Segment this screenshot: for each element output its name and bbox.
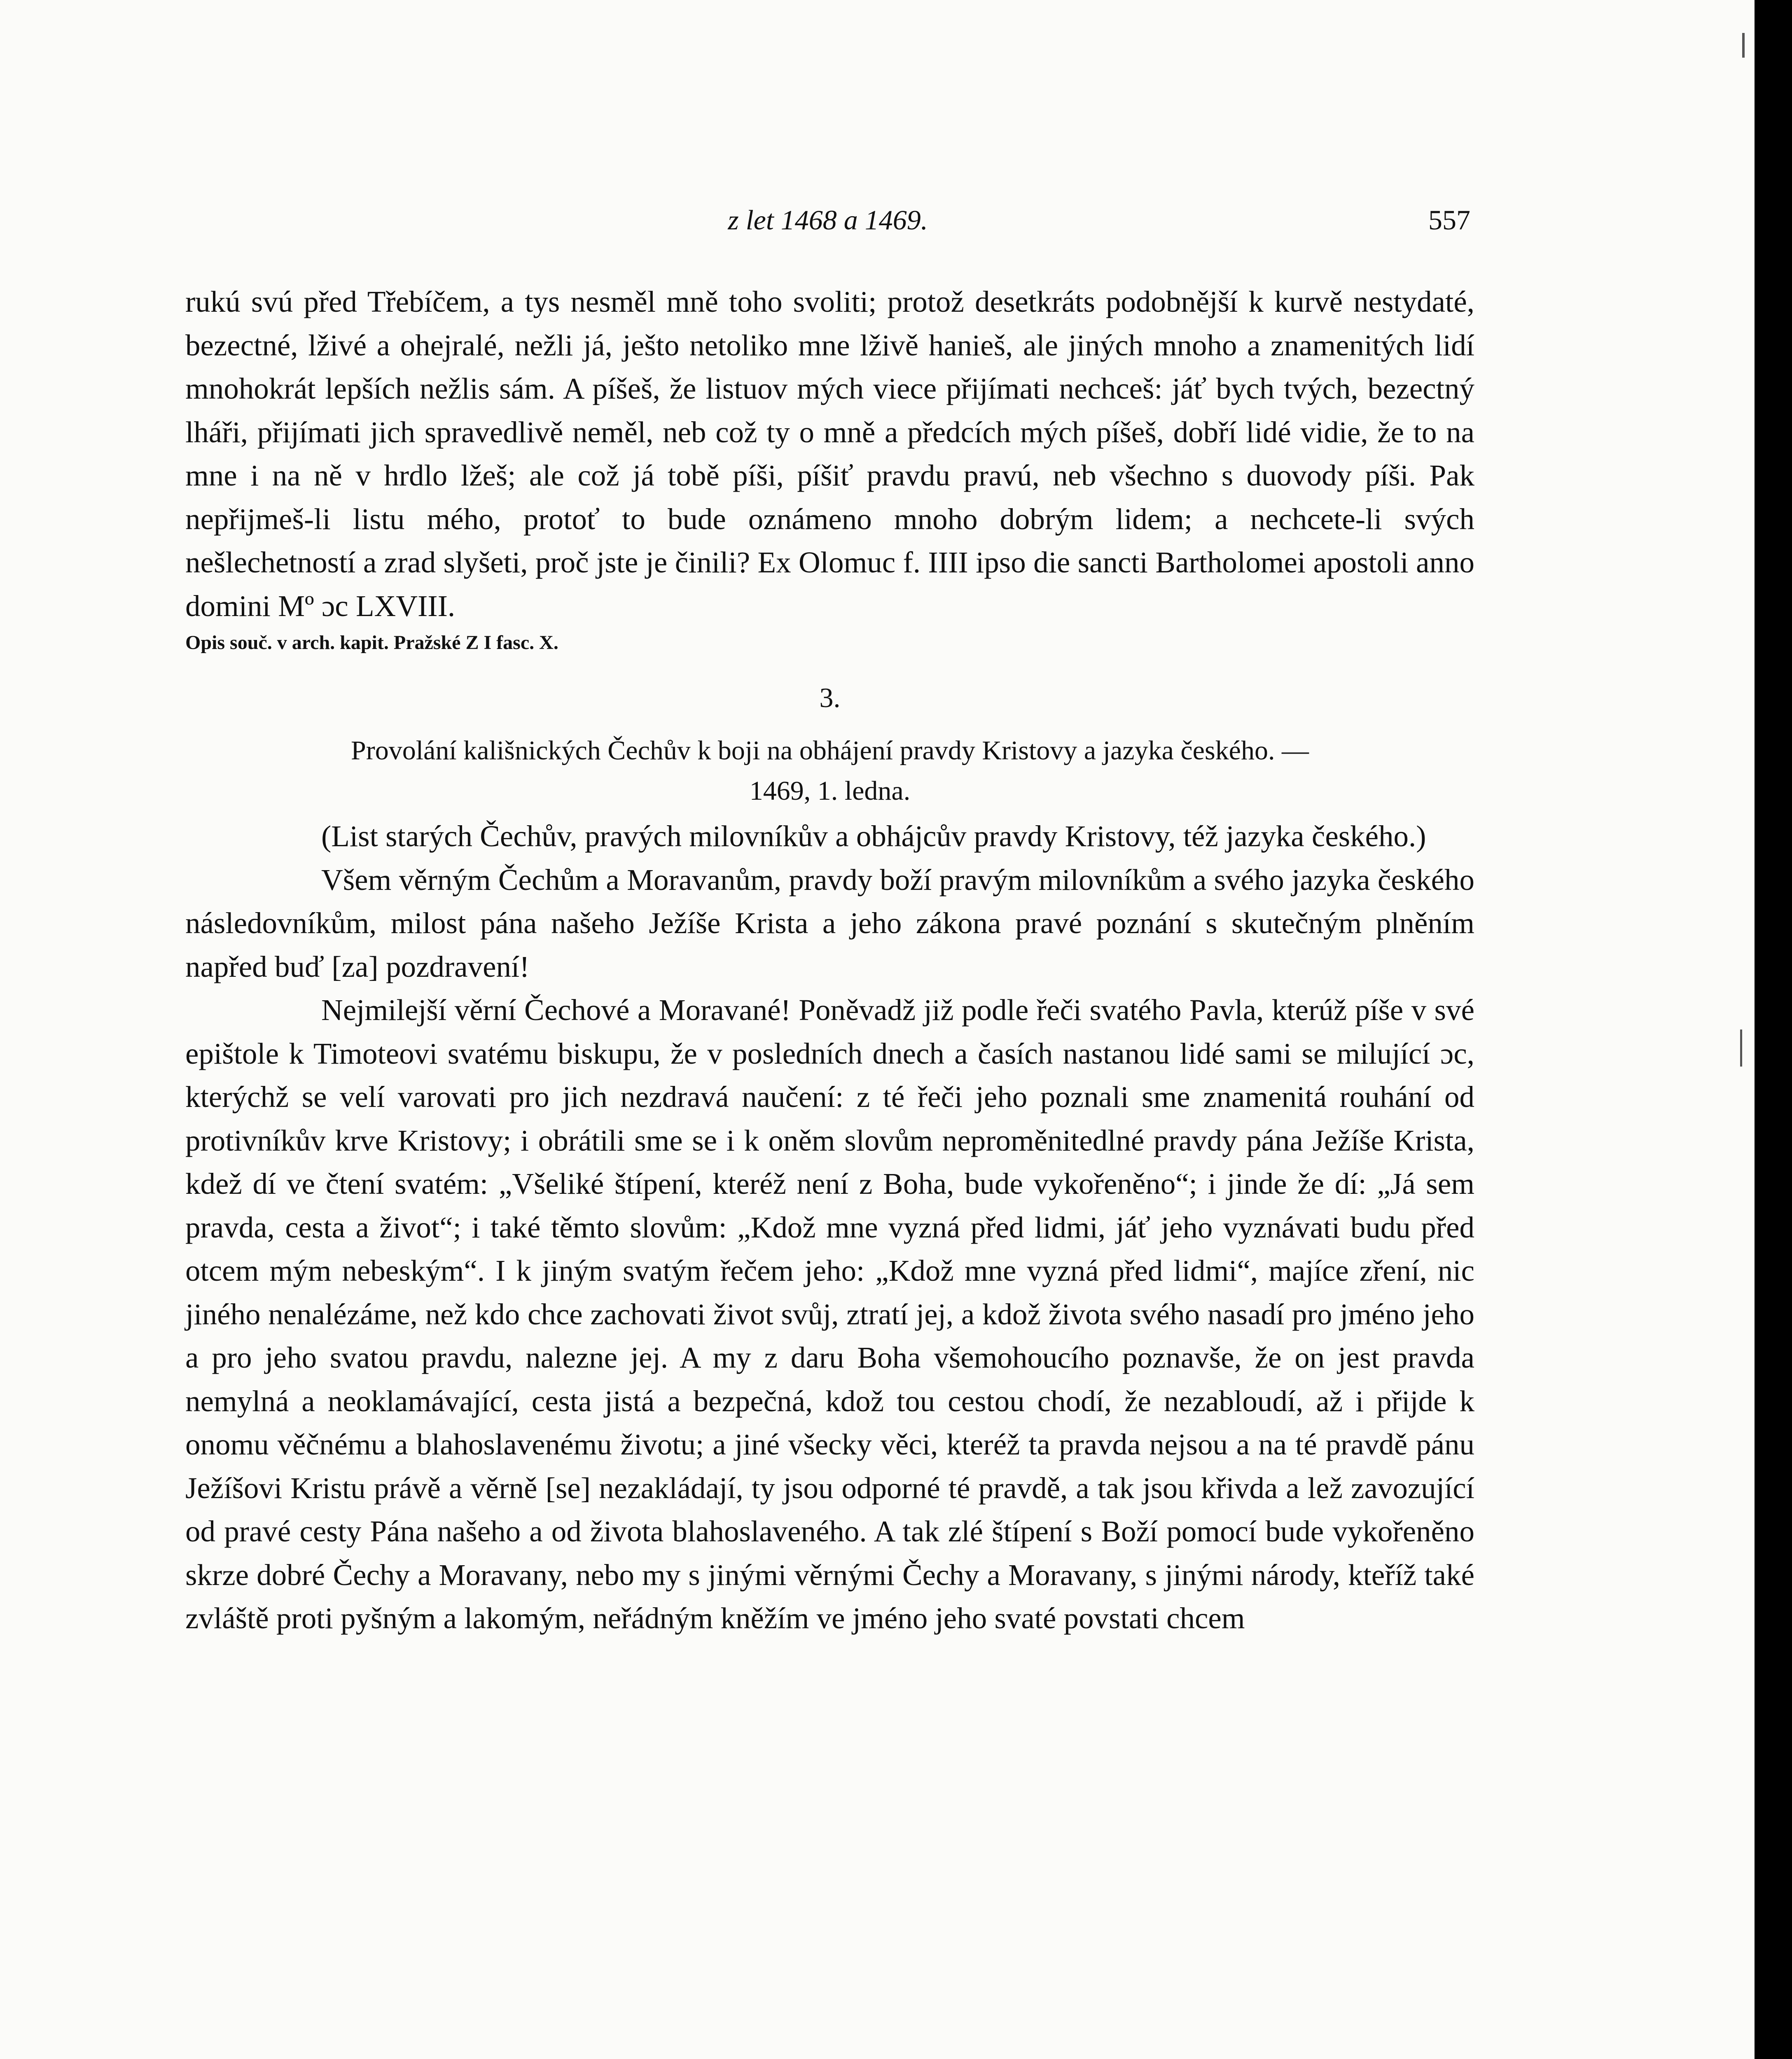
letter-continuation-paragraph: rukú svú před Třebíčem, a tys nesměl mně toho svoliti; protož desetkráts podobnější k kurvě nestydaté, bezectné, lživé a ohejralé, nežli já, ješto netoliko mne lživě hanieš, ale jiných mnoho a znamenitých lidí mnohokrát lepších nežlis sám. A píšeš, že listuov mých viece přijímati nechceš: jáť bych tvých, bezectný lháři, přijímati jich spravedlivě neměl, neb což ty o mně a předcích mých píšeš, dobří lidé vidie, že to na mne i na ně v hrdlo lžeš; ale což já tobě píši, píšiť pravdu pravú, neb všechno s duovody píši. Pak nepřijmeš-li listu mého, protoť to bude oznámeno mnoho dobrým lidem; a nechcete-li svých nešlechetností a zrad slyšeti, proč jste je činili? Ex Olomuc f. IIII ipso die sancti Bartholomei apostoli anno domini Mº ɔc LXVIII. bbox=[185, 285, 1474, 623]
document-number: 3. bbox=[819, 682, 841, 713]
page-number: 557 bbox=[1428, 204, 1470, 236]
document-paragraph-greeting: Všem věrným Čechům a Moravanům, pravdy boží pravým milovníkům a svého jazyka českého následovníkům, milost pána našeho Ježíše Krista a jeho zákona pravé poznání s skutečným plněním napřed buď [za] pozdravení! bbox=[185, 863, 1474, 983]
document-heading-line-1: Provolání kališnických Čechův k boji na obhájení pravdy Kristovy a jazyka českého. — bbox=[351, 735, 1309, 766]
document-heading-line-2: 1469, 1. ledna. bbox=[749, 776, 911, 806]
page-header bbox=[185, 204, 1470, 241]
running-title: z let 1468 a 1469. bbox=[728, 204, 928, 236]
document-paragraph-title: (List starých Čechův, pravých milovníkův a obhájcův pravdy Kristovy, též jazyka českého.) bbox=[321, 819, 1426, 853]
scan-edge-mark bbox=[1742, 33, 1745, 58]
scan-edge-mark bbox=[1740, 1030, 1742, 1067]
document-paragraph-main: Nejmilejší věrní Čechové a Moravané! Poněvadž již podle řeči svatého Pavla, kterúž píše v své epištole k Timoteovi svatému biskupu, že v posledních dnech a časích nastanou lidé sami se milující ɔc, kterýchž se velí varovati pro jich nezdravá naučení: z té řeči jeho poznali sme znamenitá rouhání od protivníkův krve Kristovy; i obrátili sme se i k oněm slovům neproměnitedlné pravdy pána Ježíše Krista, kdež dí ve čtení svatém: „Všeliké štípení, kteréž není z Boha, bude vykořeněno“; i jinde že dí: „Já sem pravda, cesta a život“; i také těmto slovům: „Kdož mne vyzná před lidmi, jáť jeho vyznávati budu před otcem mým nebeským“. I k jiným svatým řečem jeho: „Kdož mne vyzná před lidmi“, majíce zření, nic jiného nenalézáme, než kdo chce zachovati život svůj, ztratí jej, a kdož života svého nasadí pro jméno jeho a pro jeho svatou pravdu, nalezne jej. A my z daru Boha všemohoucího poznavše, že on jest pravda nemylná a neoklamávající, cesta jistá a bezpečná, kdož tou cestou chodí, že nezabloudí, až i přijde k onomu věčnému a blahoslavenému životu; a jiné všecky věci, kteréž ta pravda nejsou a na té pravdě pánu Ježíšovi Kristu právě a věrně [se] nezakládají, ty jsou odporné té pravdě, a tak jsou křivda a lež zavozující od pravé cesty Pána našeho a od života blahoslaveného. A tak zlé štípení s Boží pomocí bude vykořeněno skrze dobré Čechy a Moravany, nebo my s jinými věrnými Čechy a Moravany, s jinými národy, kteříž také zvláště proti pyšným a lakomým, neřádným kněžím ve jméno jeho svaté povstati chcem bbox=[185, 993, 1474, 1635]
source-note: Opis souč. v arch. kapit. Pražské Z I fasc. X. bbox=[185, 632, 558, 654]
document-heading bbox=[185, 731, 1474, 811]
page-body bbox=[185, 280, 1474, 1640]
